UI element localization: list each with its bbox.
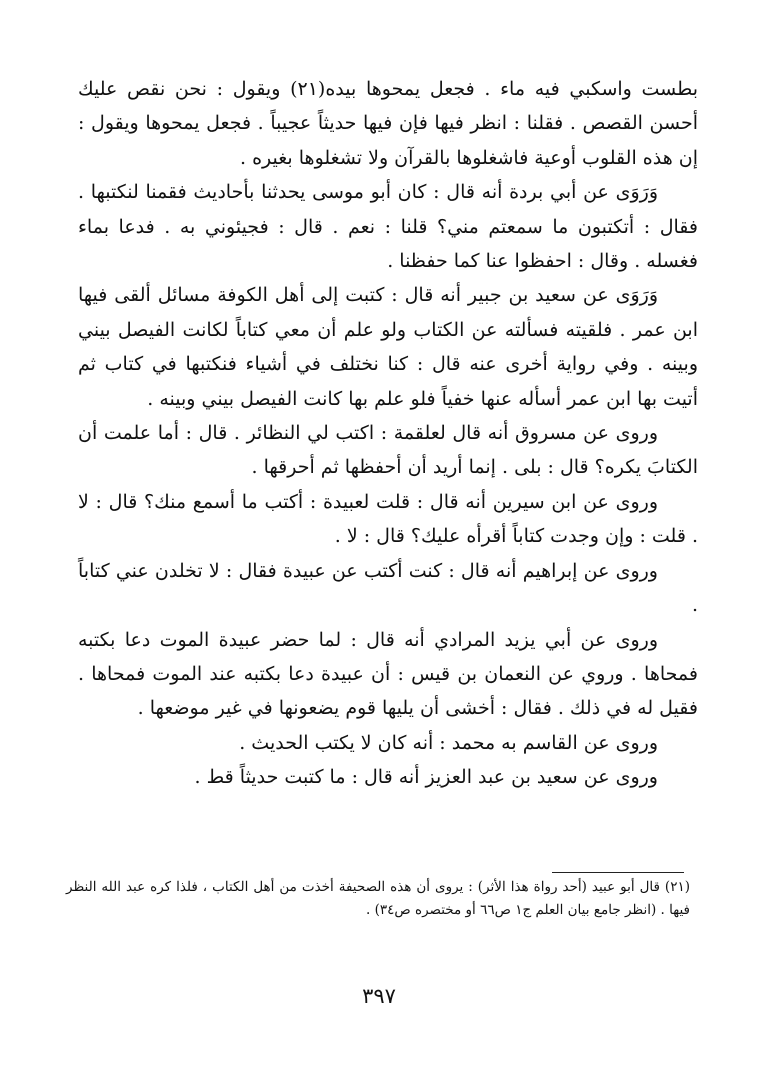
footnote-divider: [552, 872, 684, 873]
paragraph-1: بطست واسكبي فيه ماء . فجعل يمحوها بيده(٢١) ويقول : نحن نقص عليك أحسن القصص . فقلنا : انظر فيها فإن فيها حديثاً عجيباً . فجعل يمحوها ويقول : إن هذه القلوب أوعية فاشغلوها بالقرآن ولا تشغلوها بغيره .: [78, 78, 698, 169]
paragraph-3: وَرَوَى عن سعيد بن جبير أنه قال : كتبت إلى أهل الكوفة مسائل ألقى فيها ابن عمر . فلقيته فسألته عن الكتاب ولو علم أن معي كتاباً لكانت الفيصل بيني وبينه . وفي رواية أخرى عنه قال : كنا نختلف في أشياء فنكتبها في كتاب ثم أتيت بها ابن عمر أسأله عنها خفياً فلو علم بها كانت الفيصل بيني وبينه .: [78, 284, 698, 410]
paragraph-6: وروى عن إبراهيم أنه قال : كنت أكتب عن عبيدة فقال : لا تخلدن عني كتاباً .: [78, 559, 698, 617]
paragraph-5: وروى عن ابن سيرين أنه قال : قلت لعبيدة : أكتب ما أسمع منك؟ قال : لا . قلت : وإن وجدت كتاباً أقرأه عليك؟ قال : لا .: [78, 490, 698, 548]
paragraph-8: وروى عن القاسم به محمد : أنه كان لا يكتب الحديث .: [239, 731, 658, 754]
paragraph-2: وَرَوَى عن أبي بردة أنه قال : كان أبو موسى يحدثنا بأحاديث فقمنا لنكتبها . فقال : أتكتبون ما سمعتم مني؟ قلنا : نعم . قال : فجيئوني به . فدعا بماء فغسله . وقال : احفظوا عنا كما حفظنا .: [78, 181, 698, 273]
page-number: ٣٩٧: [362, 984, 396, 1008]
paragraph-9: وروى عن سعيد بن عبد العزيز أنه قال : ما كتبت حديثاً قط .: [194, 766, 658, 789]
footnote: [66, 876, 690, 922]
footnote-text: (٢١) قال أبو عبيد (أحد رواة هذا الأثر) : يروى أن هذه الصحيفة أخذت من أهل الكتاب ، فلذا كره عبد الله النظر فيها . (انظر جامع بيان العلم ج١ ص٦٦ أو مختصره ص٣٤) .: [66, 879, 690, 918]
paragraph-4: وروى عن مسروق أنه قال لعلقمة : اكتب لي النظائر . قال : أما علمت أن الكتابَ يكره؟ قال : بلى . إنما أريد أن أحفظها ثم أحرقها .: [78, 422, 698, 479]
paragraph-7: وروى عن أبي يزيد المرادي أنه قال : لما حضر عبيدة الموت دعا بكتبه فمحاها . وروي عن النعمان بن قيس : أن عبيدة دعا بكتبه عند الموت فمحاها . فقيل له في ذلك . فقال : أخشى أن يليها قوم يضعونها في غير موضعها .: [78, 628, 698, 720]
main-text: [78, 72, 698, 795]
